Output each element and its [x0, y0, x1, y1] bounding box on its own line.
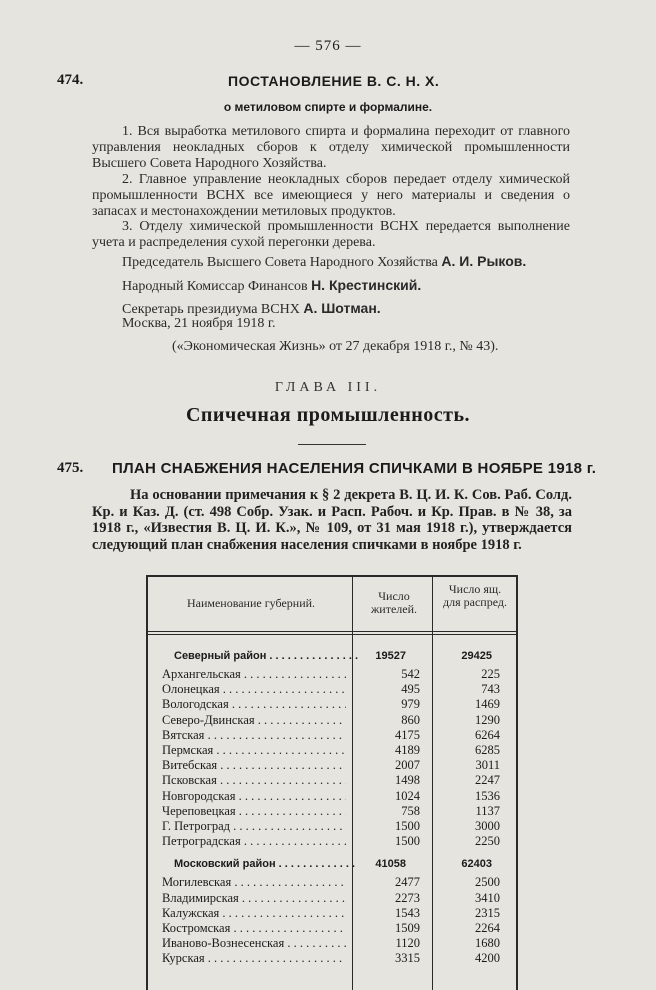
- document-number-474: 474.: [57, 72, 84, 88]
- table-row: [148, 697, 516, 712]
- cell-name: Вологодская . . .: [162, 697, 346, 712]
- cell-matches: 225: [481, 667, 500, 681]
- cell-name: Северо-Двинская . . .: [162, 713, 346, 728]
- cell-matches: 743: [481, 682, 500, 697]
- cell-matches: 1469: [475, 697, 500, 712]
- paragraph-1: [92, 124, 570, 172]
- cell-matches: 29425: [461, 650, 492, 662]
- paragraph-3: [92, 219, 570, 251]
- table-row: [148, 758, 516, 773]
- cell-matches: 4200: [475, 951, 500, 966]
- cell-name: Московский район . . .: [174, 857, 358, 872]
- table-row: [148, 789, 516, 804]
- cell-name: Архангельская . . .: [162, 667, 346, 682]
- cell-pop: 2007: [395, 758, 420, 773]
- intro-text: На основании примечания к § 2 декрета В. Ц. И. К. Сов. Раб. Солд. Кр. и Каз. Д. (ст. 498 Собр. Узак. и Расп. Рабоч. и Кр. Прав. в № 38, за 1918 г., «Известия В. Ц. И. К.», № 109, от 31 мая 1918 г.), утверждается следующий план снабжения населения спичками в ноябре 1918 г.: [92, 487, 572, 553]
- cell-matches: 2250: [475, 834, 500, 849]
- document-title-474: ПОСТАНОВЛЕНИЕ В. С. Н. Х.: [228, 73, 440, 89]
- paragraph-3-text: 3. Отделу химической промышленности ВСНХ передается выполнение учета и распределения сухой перегонки дерева.: [92, 219, 570, 250]
- table-row: [148, 728, 516, 743]
- cell-name: Витебская . . .: [162, 758, 346, 773]
- cell-name: Иваново-Вознесенская . . .: [162, 936, 346, 951]
- cell-matches: 1290: [475, 712, 500, 727]
- document-intro-475: [92, 487, 572, 553]
- cell-pop: 2477: [395, 875, 420, 890]
- page-number: — 576 —: [294, 38, 362, 54]
- cell-pop: 1500: [395, 819, 420, 833]
- table-row: [148, 804, 516, 819]
- header-rule-top: [148, 631, 516, 632]
- table-row: [148, 906, 516, 921]
- cell-matches: 6285: [475, 743, 500, 757]
- header-boxes: Число ящ. для распред.: [443, 582, 507, 609]
- header-province: Наименование губерний.: [186, 596, 316, 610]
- cell-matches: 1680: [475, 936, 500, 951]
- cell-pop: 1509: [395, 921, 420, 935]
- table-row: [148, 819, 516, 834]
- cell-name: Могилевская . . .: [162, 875, 346, 890]
- cell-pop: 1543: [395, 905, 420, 920]
- cell-pop: 41058: [375, 858, 406, 871]
- cell-name: Пермская . . .: [162, 743, 346, 758]
- signature-secretary: Секретарь президиума ВСНХ А. Шотман.: [122, 300, 381, 317]
- header-population: Число жителей.: [370, 589, 418, 616]
- cell-matches: 3011: [475, 758, 500, 773]
- signature-commissar: Народный Комиссар Финансов Н. Крестинский.: [122, 277, 422, 294]
- cell-pop: 4189: [395, 743, 420, 757]
- table-row: [148, 682, 516, 697]
- cell-matches: 6264: [475, 727, 500, 742]
- cell-pop: 3315: [395, 951, 420, 966]
- cell-pop: 1024: [395, 788, 420, 803]
- cell-name: Курская . . .: [162, 951, 346, 966]
- cell-name: Владимирская . . .: [162, 891, 346, 906]
- cell-matches: 1137: [475, 803, 500, 818]
- cell-name: Вятская . . .: [162, 728, 346, 743]
- cell-name: Новгородская . . .: [162, 789, 346, 804]
- cell-matches: 2315: [475, 905, 500, 920]
- header-rule-bottom: [148, 634, 516, 635]
- cell-pop: 542: [401, 667, 420, 681]
- cell-name: Костромская . . .: [162, 921, 346, 936]
- cell-matches: 1536: [475, 788, 500, 803]
- cell-pop: 1498: [395, 773, 420, 788]
- cell-matches: 2247: [475, 773, 500, 788]
- cell-matches: 2500: [475, 875, 500, 890]
- document-title-475: ПЛАН СНАБЖЕНИЯ НАСЕЛЕНИЯ СПИЧКАМИ В НОЯБРЕ 1918 г.: [112, 460, 597, 477]
- paragraph-2-text: 2. Главное управление неокладных сборов передает отделу химической промышленности ВСНХ все имеющиеся у него материалы и сведения о запасах и местонахождении метиловых продуктов.: [92, 172, 570, 219]
- table-row: [148, 921, 516, 936]
- table-row: [148, 667, 516, 682]
- cell-matches: 62403: [461, 858, 492, 871]
- cell-name: Череповецкая . . .: [162, 804, 346, 819]
- cell-pop: 860: [401, 712, 420, 727]
- cell-name: Северный район . . .: [174, 649, 358, 664]
- table-row: [148, 743, 516, 758]
- cell-pop: 2273: [395, 890, 420, 905]
- cell-name: Г. Петроград . . .: [162, 819, 346, 834]
- cell-name: Петроградская . . .: [162, 834, 346, 849]
- paragraph-1-text: 1. Вся выработка метилового спирта и формалина переходит от главного управления неокладных сборов к отделу химической промышленности Высшего Совета Народного Хозяйства.: [92, 124, 570, 171]
- cell-matches: 2264: [475, 921, 500, 935]
- region-row: [148, 857, 516, 872]
- cell-pop: 979: [401, 697, 420, 712]
- cell-name: Калужская . . .: [162, 906, 346, 921]
- chapter-title: Спичечная промышленность.: [185, 404, 471, 426]
- document-subtitle-474: о метиловом спирте и формалине.: [223, 100, 433, 114]
- cell-name: Псковская . . .: [162, 773, 346, 788]
- cell-pop: 19527: [375, 650, 406, 662]
- table-row: [148, 773, 516, 788]
- cell-pop: 495: [401, 682, 420, 697]
- source-citation: («Экономическая Жизнь» от 27 декабря 1918 г., № 43).: [172, 339, 499, 354]
- table-row: [148, 936, 516, 951]
- cell-name: Олонецкая . . .: [162, 682, 346, 697]
- cell-pop: 1120: [395, 936, 420, 951]
- paragraph-2: [92, 172, 570, 220]
- cell-matches: 3000: [475, 819, 500, 833]
- signature-chairman: Председатель Высшего Совета Народного Хозяйства А. И. Рыков.: [122, 253, 527, 270]
- document-number-475: 475.: [57, 460, 84, 476]
- table-row: [148, 875, 516, 890]
- place-date: Москва, 21 ноября 1918 г.: [122, 316, 276, 331]
- cell-pop: 758: [401, 803, 420, 818]
- matches-supply-table: [146, 575, 518, 990]
- cell-pop: 4175: [395, 727, 420, 742]
- table-row: [148, 713, 516, 728]
- chapter-label: ГЛАВА III.: [274, 380, 382, 395]
- table-row: [148, 951, 516, 966]
- region-row: [148, 649, 516, 664]
- table-row: [148, 891, 516, 906]
- cell-matches: 3410: [475, 890, 500, 905]
- table-row: [148, 834, 516, 849]
- chapter-divider: [298, 444, 366, 445]
- cell-pop: 1500: [395, 834, 420, 849]
